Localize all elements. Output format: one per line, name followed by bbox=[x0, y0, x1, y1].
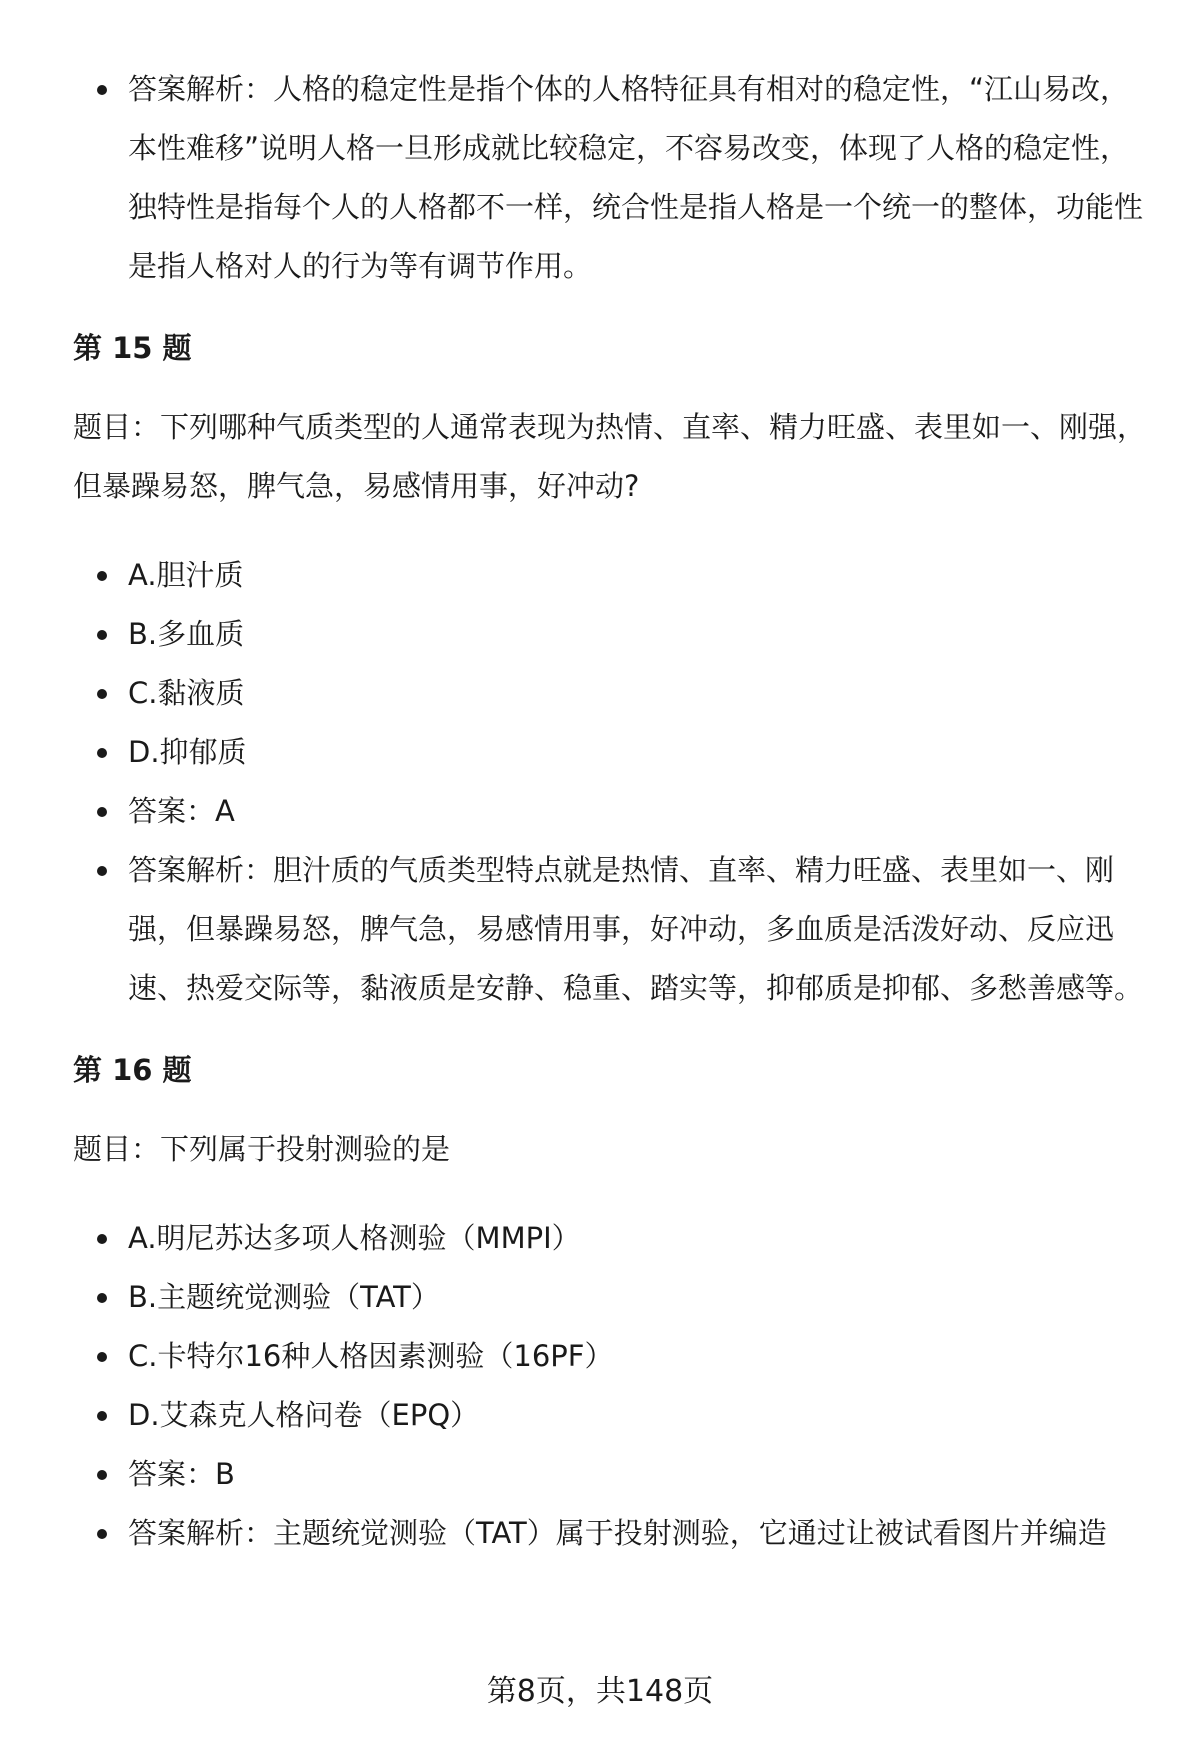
question-16 bbox=[73, 1048, 1153, 1563]
question-title: 第 16 题 bbox=[73, 1053, 192, 1087]
option-c: C.黏液质 bbox=[73, 664, 1153, 723]
option-list bbox=[73, 1209, 1153, 1563]
option-d: D.抑郁质 bbox=[73, 723, 1153, 782]
answer-item: 答案：B bbox=[73, 1445, 1153, 1504]
option-b: B.主题统觉测验（TAT） bbox=[73, 1268, 1153, 1327]
page-footer: 第8页，共148页 bbox=[486, 1674, 714, 1709]
question-text: 题目：下列哪种气质类型的人通常表现为热情、直率、精力旺盛、表里如一、刚强，但暴躁易怒，脾气急，易感情用事，好冲动? bbox=[73, 410, 1147, 503]
question-title: 第 15 题 bbox=[73, 331, 192, 365]
question-15 bbox=[73, 326, 1153, 1018]
option-b: B.多血质 bbox=[73, 605, 1153, 664]
analysis-item: 答案解析：主题统觉测验（TAT）属于投射测验，它通过让被试看图片并编造 bbox=[73, 1504, 1153, 1563]
question-text: 题目：下列属于投射测验的是 bbox=[73, 1132, 451, 1166]
previous-question-analysis bbox=[73, 60, 1153, 296]
option-c: C.卡特尔16种人格因素测验（16PF） bbox=[73, 1327, 1153, 1386]
option-a: A.胆汁质 bbox=[73, 546, 1153, 605]
analysis-item: 答案解析：人格的稳定性是指个体的人格特征具有相对的稳定性，“江山易改，本性难移”说明人格一旦形成就比较稳定，不容易改变，体现了人格的稳定性，独特性是指每个人的人格都不一样，统合性是指人格是一个统一的整体，功能性是指人格对人的行为等有调节作用。 bbox=[73, 60, 1153, 296]
page-content bbox=[73, 60, 1153, 1593]
analysis-item: 答案解析：胆汁质的气质类型特点就是热情、直率、精力旺盛、表里如一、刚强，但暴躁易怒，脾气急，易感情用事，好冲动，多血质是活泼好动、反应迅速、热爱交际等，黏液质是安静、稳重、踏实等，抑郁质是抑郁、多愁善感等。 bbox=[73, 841, 1153, 1018]
option-list bbox=[73, 546, 1153, 1018]
option-d: D.艾森克人格问卷（EPQ） bbox=[73, 1386, 1153, 1445]
option-a: A.明尼苏达多项人格测验（MMPI） bbox=[73, 1209, 1153, 1268]
answer-item: 答案：A bbox=[73, 782, 1153, 841]
